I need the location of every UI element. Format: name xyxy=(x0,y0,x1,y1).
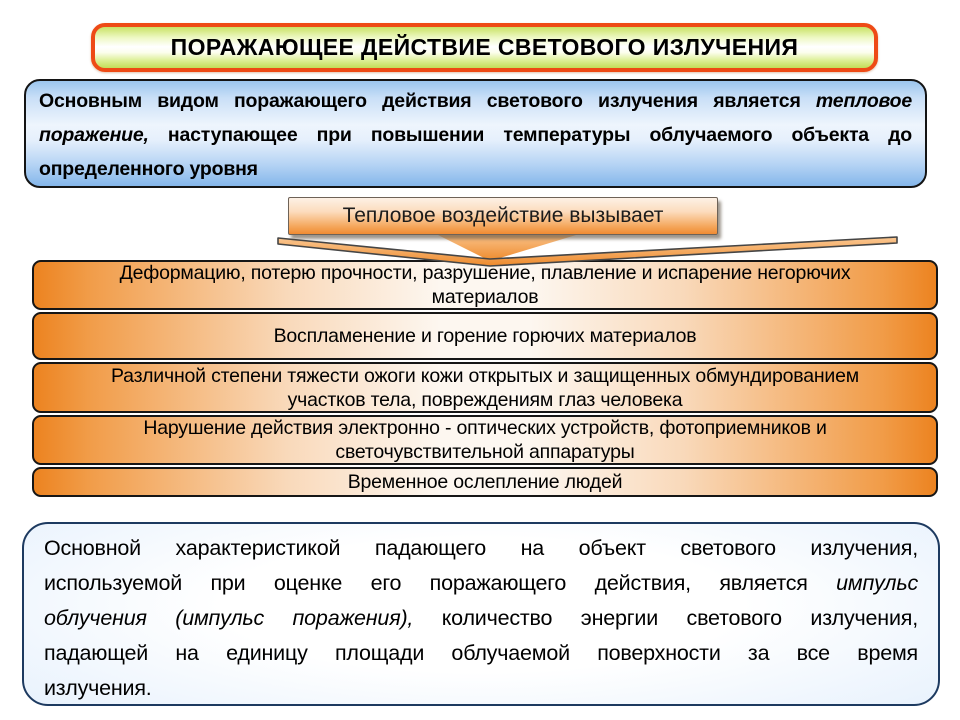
slide-title: ПОРАЖАЮЩЕЕ ДЕЙСТВИЕ СВЕТОВОГО ИЗЛУЧЕНИЯ xyxy=(170,34,799,60)
effect-item-blinding xyxy=(32,467,938,497)
summary-definition-box xyxy=(22,522,940,706)
text-line: Нарушение действия электронно - оптических устройств, фотоприемников и xyxy=(143,417,827,439)
text-line: определенного уровня xyxy=(39,158,258,180)
text-line: Деформацию, потерю прочности, разрушение, плавление и испарение негорючих xyxy=(119,262,851,284)
text-line: Временное ослепление людей xyxy=(347,471,623,493)
effect-item-burns xyxy=(32,362,938,413)
slide-title-box xyxy=(91,23,878,72)
text-line: излучения. xyxy=(44,676,152,700)
text-line: используемой при оценке его поражающего действия, является импульс xyxy=(44,571,918,595)
text-line: материалов xyxy=(431,286,539,308)
text-line: участков тела, повреждениям глаз человека xyxy=(287,388,683,411)
text-line: Основным видом поражающего действия светового излучения является тепловое xyxy=(39,90,912,112)
text-line: Различной степени тяжести ожоги кожи открытых и защищенных обмундированием xyxy=(111,364,859,387)
thermal-effect-label: Тепловое воздействие вызывает xyxy=(342,204,664,227)
text-line: светочувствительной аппаратуры xyxy=(335,441,635,463)
text-line: поражение, наступающее при повышении температуры облучаемого объекта до xyxy=(39,124,912,146)
effect-item-ignition xyxy=(32,312,938,360)
text-line: Основной характеристикой падающего на объект светового излучения, xyxy=(44,536,918,560)
thermal-effect-label-box xyxy=(288,197,718,235)
effect-item-optics-failure xyxy=(32,415,938,465)
text-line: облучения (импульс поражения), количество энергии светового излучения, xyxy=(44,606,918,630)
text-line: Воспламенение и горение горючих материалов xyxy=(273,325,697,347)
arrow-chevron-band xyxy=(278,237,897,266)
intro-definition-box xyxy=(24,79,927,188)
text-line: падающей на единицу площади облучаемой поверхности за все время xyxy=(44,641,918,665)
